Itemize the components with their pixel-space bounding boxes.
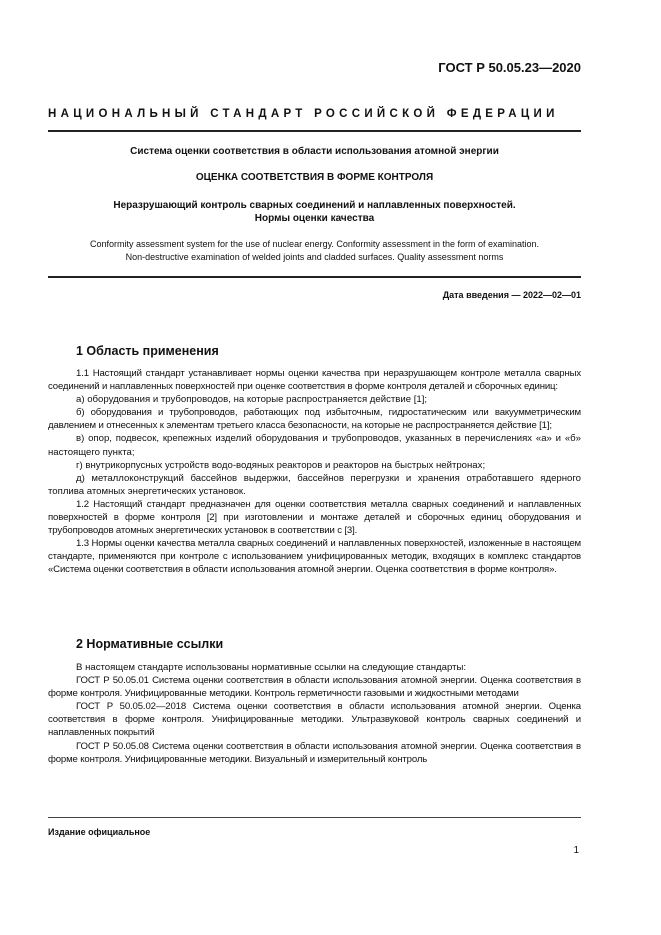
paragraph: 1.3 Нормы оценки качества металла сварных соединений и наплавленных поверхностей, изложенные в настоящем стандарте, применяются при контроле с использованием унифицированных методик, входящих в комплекс стандартов «Система оценки соответствия в области использования атомной энергии. Оценка соответствия в форме контроля». xyxy=(48,538,581,576)
standard-main-title: ОЦЕНКА СООТВЕТСТВИЯ В ФОРМЕ КОНТРОЛЯ xyxy=(195,172,434,183)
introduction-date: Дата введения — 2022—02—01 xyxy=(442,290,581,300)
page-number: 1 xyxy=(573,845,579,856)
subtitle-line-2: Нормы оценки качества xyxy=(254,213,375,224)
english-title-line-1: Conformity assessment system for the use of nuclear energy. Conformity assessment in the form of examination. xyxy=(89,239,540,249)
reference-item: ГОСТ Р 50.05.01 Система оценки соответствия в области использования атомной энергии. Оценка соответствия в форме контроля. Унифицированные методики. Контроль герметичности газовыми и жидкостными методами xyxy=(48,675,581,700)
english-title-line-2: Non-destructive examination of welded joints and cladded surfaces. Quality assessment norms xyxy=(125,251,504,262)
paragraph: В настоящем стандарте использованы нормативные ссылки на следующие стандарты: xyxy=(76,662,467,673)
section-1-body xyxy=(48,367,581,577)
official-edition-label: Издание официальное xyxy=(48,827,151,837)
english-title xyxy=(48,238,581,263)
document-number: ГОСТ Р 50.05.23—2020 xyxy=(438,60,581,75)
list-item: а) оборудования и трубопроводов, на которые распространяется действие [1]; xyxy=(76,394,428,406)
list-item: б) оборудования и трубопроводов, работающих под избыточным, гидростатическим или вакуумметрическим давлением и отнесенных к элементам третьего класса безопасности, на которые не распространяется действие [1]; xyxy=(48,407,581,432)
list-item: д) металлоконструкций бассейнов выдержки, бассейнов перегрузки и хранения отработавшего ядерного топлива атомных энергетических установок. xyxy=(48,472,581,497)
standard-series-title: Система оценки соответствия в области использования атомной энергии xyxy=(130,146,499,157)
reference-item: ГОСТ Р 50.05.08 Система оценки соответствия в области использования атомной энергии. Оценка соответствия в форме контроля. Унифицированные методики. Визуальный и измерительный контроль xyxy=(48,740,581,765)
section-1-heading: 1 Область применения xyxy=(76,344,219,358)
footer-divider xyxy=(48,817,581,818)
subtitle-line-1: Неразрушающий контроль сварных соединений и наплавленных поверхностей. xyxy=(113,200,516,211)
national-standard-banner: НАЦИОНАЛЬНЫЙ СТАНДАРТ РОССИЙСКОЙ ФЕДЕРАЦИИ xyxy=(48,108,559,120)
title-divider xyxy=(48,276,581,278)
list-item: в) опор, подвесок, крепежных изделий оборудования и трубопроводов, указанных в перечислениях «а» и «б» настоящего пункта; xyxy=(48,433,581,458)
list-item: г) внутрикорпусных устройств водо-водяных реакторов и реакторов на быстрых нейтронах; xyxy=(76,459,486,471)
reference-item: ГОСТ Р 50.05.02—2018 Система оценки соответствия в области использования атомной энергии. Оценка соответствия в форме контроля. Унифицированные методики. Ультразвуковой контроль сварных соединений и наплавленных покрытий xyxy=(48,701,581,739)
paragraph: 1.2 Настоящий стандарт предназначен для оценки соответствия металла сварных соединений и наплавленных поверхностей в форме контроля [2] при изготовлении и монтаже деталей и сборочных единиц оборудования и трубопроводов атомных энергетических установок в соответствии с [3]. xyxy=(48,498,581,537)
section-2-body xyxy=(48,661,581,766)
standard-subtitle xyxy=(48,199,581,225)
paragraph: 1.1 Настоящий стандарт устанавливает нормы оценки качества при неразрушающем контроле металла сварных соединений и наплавленных поверхностей при оценке соответствия в форме контроля деталей и сборочных единиц: xyxy=(48,368,581,393)
header-divider xyxy=(48,130,581,132)
section-2-heading: 2 Нормативные ссылки xyxy=(76,637,224,651)
